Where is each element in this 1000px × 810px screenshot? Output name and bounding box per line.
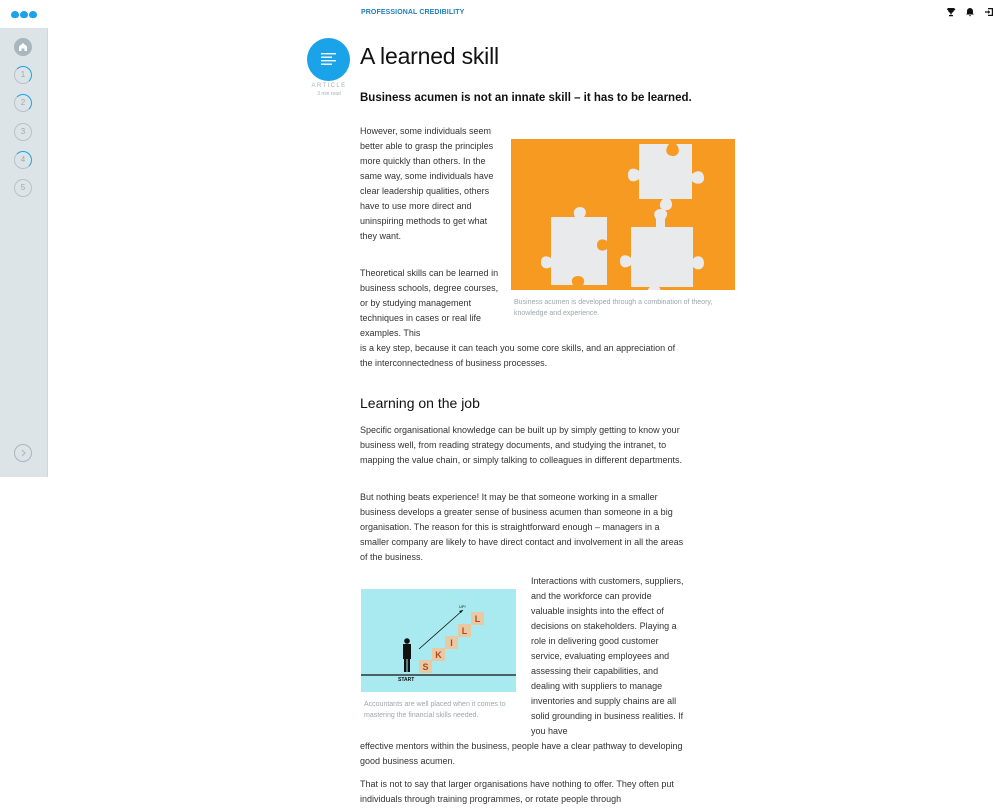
skill-stairs-image	[361, 589, 516, 692]
sidebar-item-2[interactable]: 2	[14, 94, 32, 112]
article-lead: Business acumen is not an innate skill – it has to be learned.	[360, 92, 692, 104]
skill-block-k: K	[435, 650, 442, 660]
home-icon	[15, 39, 31, 55]
start-label: START	[398, 677, 415, 683]
app-logo[interactable]	[11, 11, 37, 18]
paragraph-2-start: Theoretical skills can be learned in business schools, degree courses, or by studying management techniques in cases or real life examples. This	[360, 268, 499, 338]
chevron-right-icon	[15, 445, 31, 461]
up-label: UP!	[459, 604, 466, 609]
figure-1-caption: Business acumen is developed through a combination of theory, knowledge and experience.	[514, 299, 713, 317]
paragraph-3: Specific organisational knowledge can be built up by simply getting to know your business well, from reading strategy documents, and studying the intranet, to mapping the value chain, or simply talking to colleagues in different departments.	[360, 425, 683, 465]
sidebar-home-button[interactable]	[14, 38, 32, 56]
skill-block-l1: L	[461, 626, 468, 636]
skill-block-i: I	[450, 638, 453, 648]
paragraph-5-end: effective mentors within the business, people have a clear pathway to developing good business acumen.	[360, 741, 683, 766]
paragraph-1: However, some individuals seem better able to grasp the principles more quickly than others. In the same way, some individuals have clear leadership qualities, others have to use more direct and uninspiring methods to get what they want.	[360, 126, 494, 241]
sidebar	[0, 28, 48, 477]
sidebar-item-3[interactable]: 3	[14, 123, 32, 141]
paragraph-6: That is not to say that larger organisations have nothing to offer. They often put individuals through training programmes, or rotate people through	[360, 779, 674, 804]
logout-icon[interactable]	[984, 7, 994, 17]
read-time: 3 min read	[317, 91, 341, 97]
sidebar-expand-button[interactable]	[14, 444, 32, 462]
article-icon	[307, 38, 350, 81]
bell-icon[interactable]	[965, 7, 975, 17]
section-heading: Learning on the job	[360, 395, 480, 411]
skill-block-s: S	[422, 662, 429, 672]
puzzle-image	[511, 139, 735, 290]
sidebar-item-1[interactable]: 1	[14, 66, 32, 84]
article-icon-badge	[307, 38, 350, 81]
page-title: A learned skill	[360, 43, 499, 69]
sidebar-item-5[interactable]: 5	[14, 179, 32, 197]
puzzle-pieces-image	[511, 139, 735, 290]
trophy-icon[interactable]	[946, 7, 956, 17]
paragraph-2-end: is a key step, because it can teach you some core skills, and an appreciation of the interconnectedness of business processes.	[360, 343, 676, 368]
paragraph-4: But nothing beats experience! It may be that someone working in a smaller business develops a greater sense of business acumen than someone in a big organisation. The reason for this is straightforward enough – managers in a smaller company are likely to have direct contact and involvement in all the areas of the business.	[360, 492, 684, 562]
article-type-label: ARTICLE	[311, 83, 347, 89]
sidebar-item-4[interactable]: 4	[14, 151, 32, 169]
figure-2-caption: Accountants are well placed when it comes to mastering the financial skills needed.	[364, 701, 506, 719]
top-bar	[0, 0, 1000, 28]
paragraph-5-start: Interactions with customers, suppliers, and the workforce can provide valuable insights into the effect of decisions on stakeholders. Playing a role in delivering good customer service, evaluating employees and assessing their capabilities, and dealing with suppliers to manage inventories and supply chains are all solid grounding in business realities. If you have	[531, 576, 684, 736]
breadcrumb[interactable]: PROFESSIONAL CREDIBILITY	[361, 9, 465, 16]
skill-block-l2: L	[474, 614, 481, 624]
skill-stairs-illustration	[361, 589, 516, 692]
